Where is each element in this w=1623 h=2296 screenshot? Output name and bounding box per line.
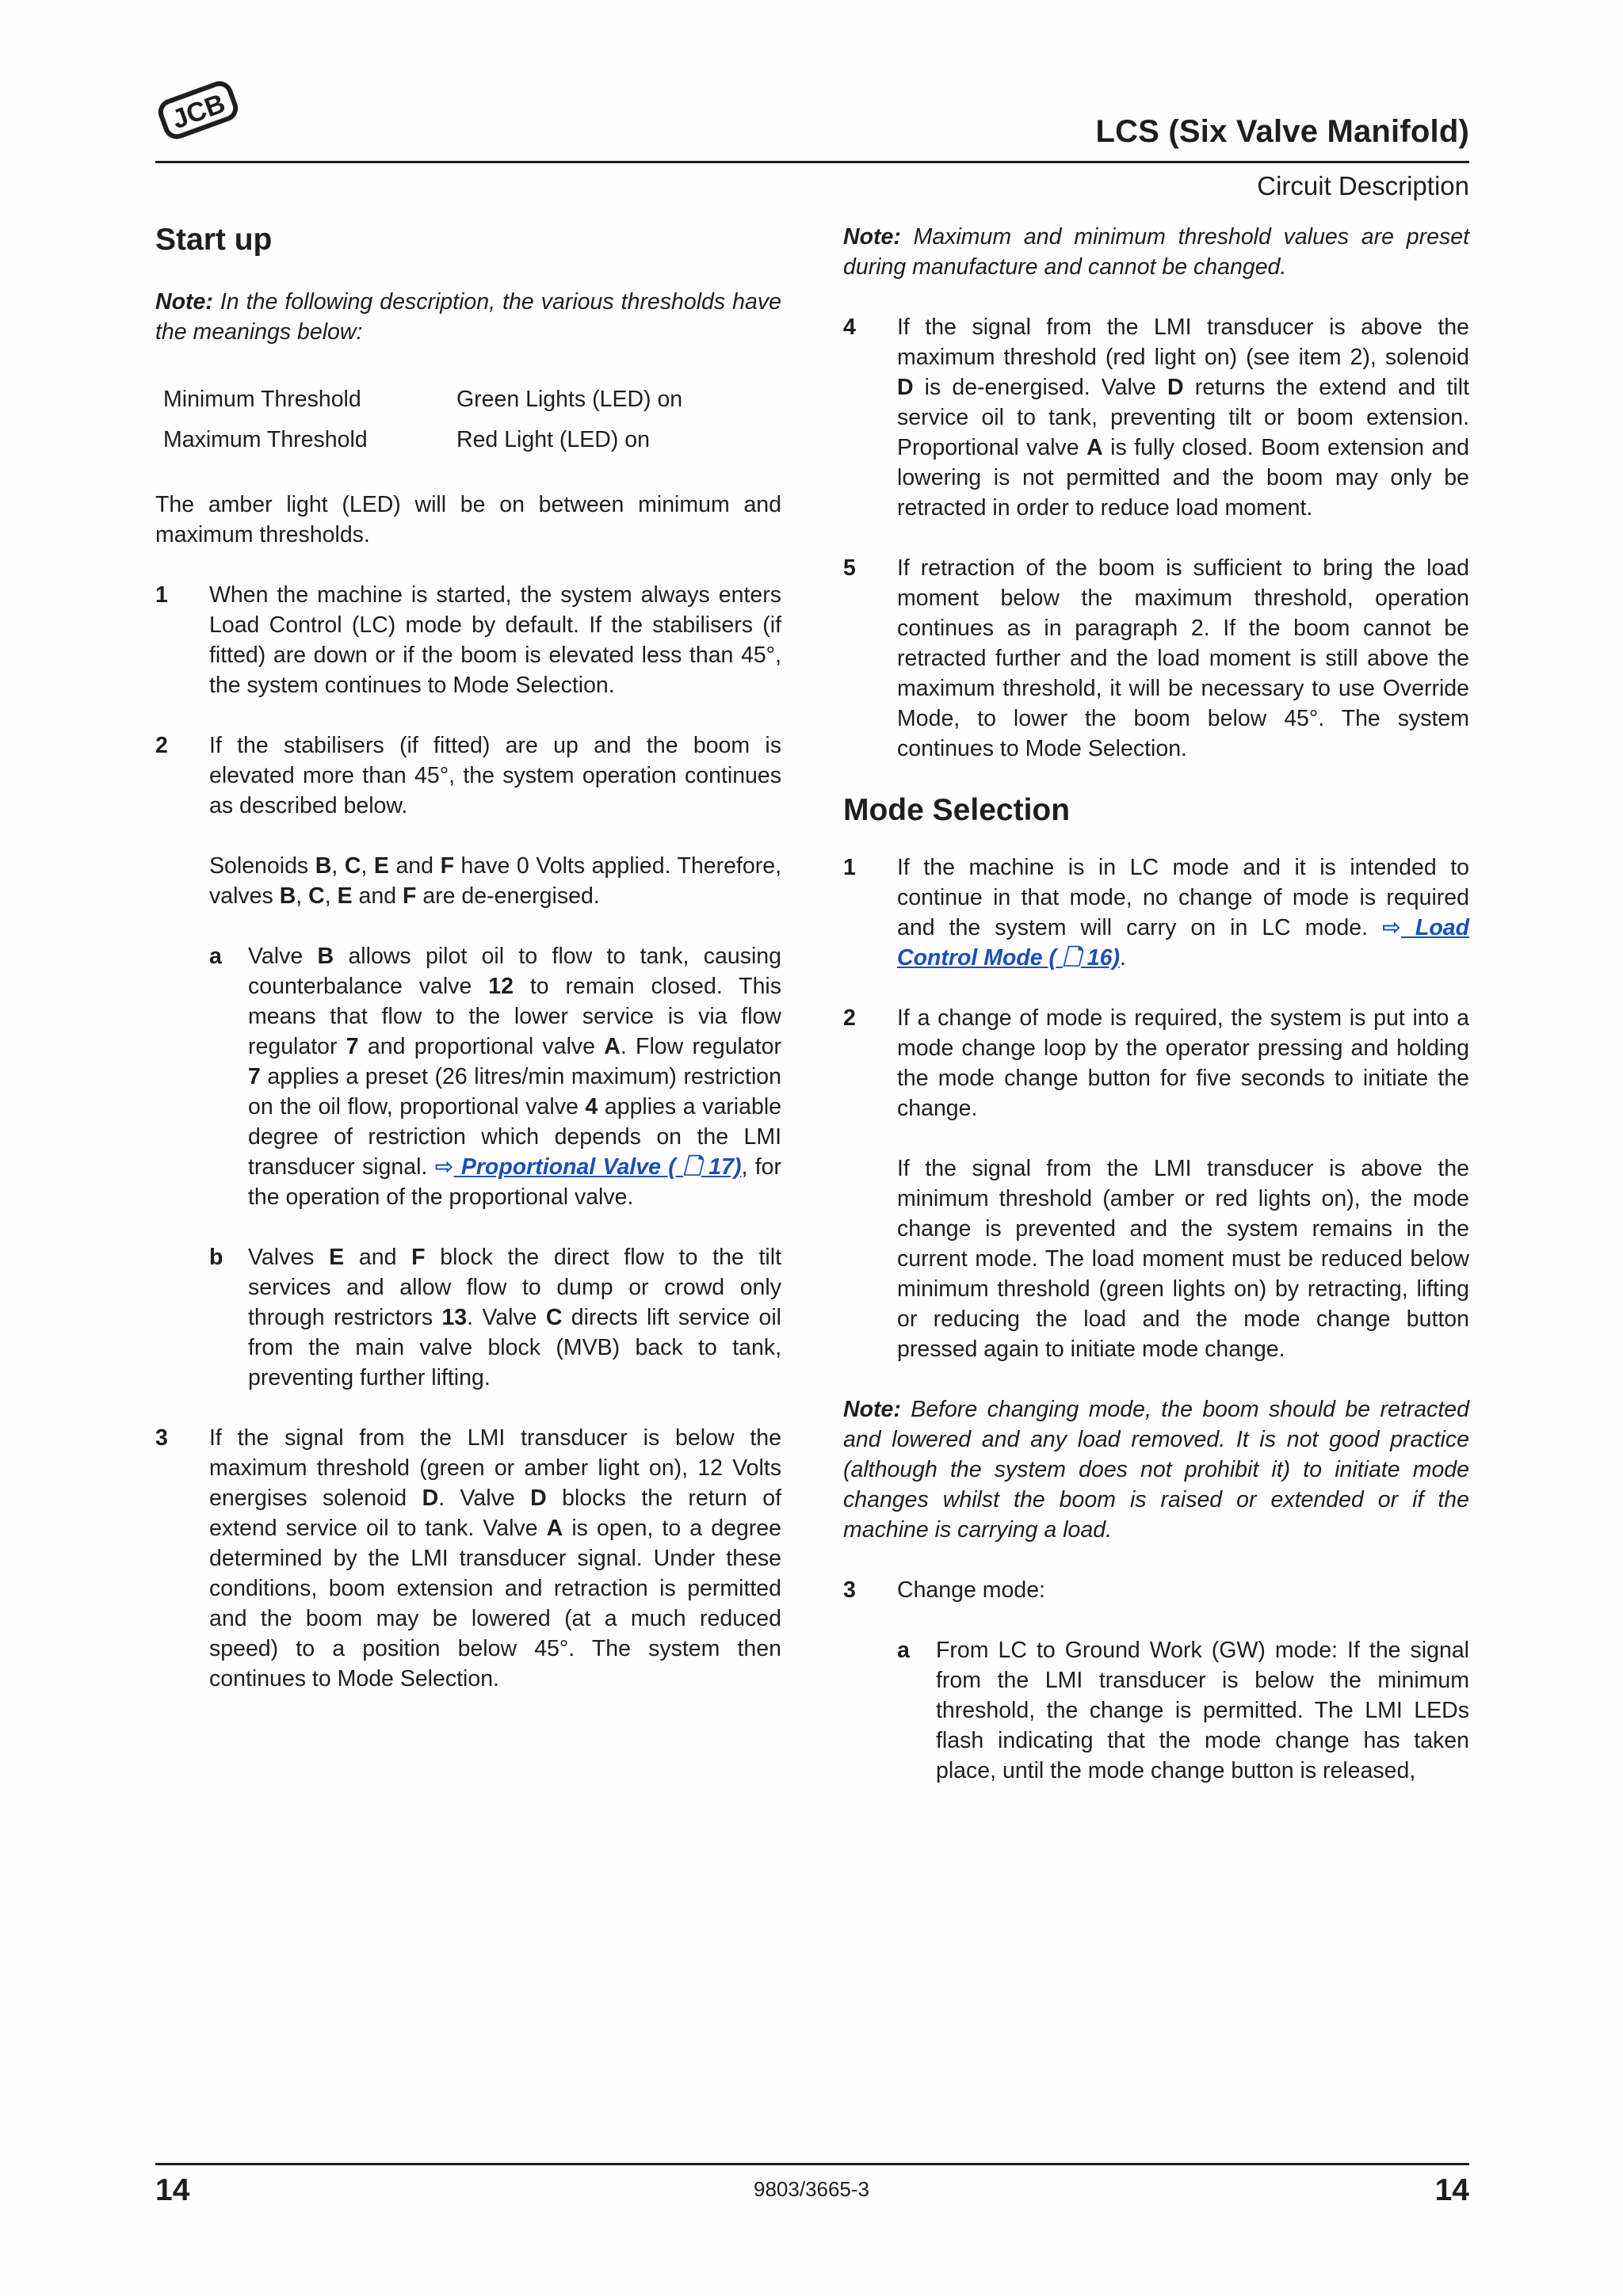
sub-item-a	[897, 1635, 1469, 1786]
item-text: If the signal from the LMI transducer is above the maximum threshold (red light on) (see item 2), solenoid D is de-energised. Valve D returns the extend and tilt service oil to tank, preventing tilt or boom extension. Proportional valve A is fully closed. Boom extension and lowering is not permitted and the boom may only be retracted in order to reduce load moment.	[897, 315, 1470, 521]
list-item	[843, 852, 1469, 973]
threshold-table	[163, 379, 682, 460]
item-number: 2	[155, 733, 168, 758]
arrow-right-icon: ⇨	[434, 1154, 454, 1180]
start-up-heading: Start up	[155, 223, 273, 257]
item-number: 2	[843, 1005, 856, 1031]
proportional-valve-link[interactable]: ⇨ Proportional Valve ( 🗋 17)	[435, 1154, 742, 1180]
list-item	[843, 1575, 1469, 1786]
list-item	[843, 1003, 1469, 1364]
arrow-right-icon: ⇨	[1382, 915, 1401, 940]
mode-change-note: Note: Before changing mode, the boom should be retracted and lowered and any load removed. It is not good practice (although the system does not prohibit it) to initiate mode changes whilst the boom is raised or extended or if the machine is carrying a load.	[843, 1397, 1469, 1543]
page-number-right: 14	[1434, 2173, 1469, 2207]
item-number: 5	[843, 555, 856, 581]
list-item	[843, 312, 1469, 523]
page-icon: 🗋	[683, 1154, 701, 1180]
item-body	[897, 1003, 1469, 1364]
item-number: 4	[843, 315, 856, 340]
header-rule	[155, 161, 1469, 163]
document-title: LCS (Six Valve Manifold)	[1095, 114, 1469, 149]
item-text: If the machine is in LC mode and it is intended to continue in that mode, no change of mode is required and the system will carry on in LC mode. ⇨ Load Control Mode ( 🗋 16).	[897, 852, 1469, 973]
sub-item-b	[209, 1242, 781, 1393]
note-label: Note:	[843, 1397, 901, 1422]
item-number: 3	[843, 1577, 856, 1603]
item-text: If a change of mode is required, the system is put into a mode change loop by the operator pressing and holding the mode change button for five seconds to initiate the change.	[897, 1005, 1469, 1121]
table-row	[163, 379, 682, 419]
footer-rule	[155, 2163, 1469, 2165]
right-column	[843, 222, 1469, 1786]
threshold-name: Maximum Threshold	[163, 426, 368, 452]
threshold-value: Green Lights (LED) on	[456, 386, 683, 412]
sub-item-a	[209, 941, 781, 1212]
threshold-value: Red Light (LED) on	[456, 426, 650, 452]
list-item	[155, 580, 781, 700]
page-icon: 🗋	[1062, 945, 1081, 971]
sub-item-letter: a	[897, 1638, 910, 1663]
note-label: Note:	[155, 289, 213, 315]
mode-selection-heading: Mode Selection	[843, 793, 1071, 827]
item-number: 1	[155, 582, 168, 608]
left-column	[155, 222, 781, 1694]
threshold-name: Minimum Threshold	[163, 386, 361, 412]
item-body	[209, 730, 781, 1393]
preset-note: Note: Maximum and minimum threshold values are preset during manufacture and cannot be changed.	[843, 224, 1469, 280]
page-number-left: 14	[155, 2173, 190, 2207]
list-item	[843, 553, 1469, 764]
item-text: If retraction of the boom is sufficient to bring the load moment below the maximum threshold, operation continues as in paragraph 2. If the boom cannot be retracted further and the load moment is still above the maximum threshold, it will be necessary to use Override Mode, to lower the boom below 45°. The system continues to Mode Selection.	[897, 555, 1469, 761]
item-text: If the signal from the LMI transducer is above the minimum threshold (amber or red lights on), the mode change is prevented and the system remains in the current mode. The load moment must be reduced below minimum threshold (green lights on) by retracting, lifting or reducing the load and the mode change button pressed again to initiate mode change.	[897, 1156, 1469, 1362]
list-item	[155, 1423, 781, 1694]
item-text: If the stabilisers (if fitted) are up and the boom is elevated more than 45°, the system operation continues as described below.	[209, 733, 781, 818]
sub-item-text: Valves E and F block the direct flow to the tilt services and allow flow to dump or crowd only through restrictors 13. Valve C directs lift service oil from the main valve block (MVB) back to tank, preventing further lifting.	[248, 1245, 781, 1390]
load-control-mode-link[interactable]: ⇨ Load Control Mode ( 🗋 16)	[897, 915, 1469, 971]
note-text: In the following description, the various thresholds have the meanings below:	[155, 289, 781, 345]
item-text: Change mode:	[897, 1577, 1045, 1603]
item-text: If the signal from the LMI transducer is below the maximum threshold (green or amber light on), 12 Volts energises solenoid D. Valve D blocks the return of extend service oil to tank. Valve A is open, to a degree determined by the LMI transducer signal. Under these conditions, boom extension and retraction is permitted and the boom may be lowered (at a much reduced speed) to a position below 45°. The system then continues to Mode Selection.	[209, 1425, 781, 1691]
logo-text: JCB	[168, 88, 230, 135]
sub-item-text: Valve B allows pilot oil to flow to tank, causing counterbalance valve 12 to remain closed. This means that flow to the lower service is via flow regulator 7 and proportional valve A. Flow regulator 7 applies a preset (26 litres/min maximum) restriction on the oil flow, proportional valve 4 applies a variable degree of restriction which depends on the LMI transducer signal. ⇨ Proportional Valve ( 🗋 17), for the operation of the proportional valve.	[248, 944, 782, 1210]
jcb-logo	[155, 74, 241, 146]
table-row	[163, 419, 682, 460]
sub-item-letter: b	[209, 1245, 223, 1270]
threshold-note	[155, 287, 781, 347]
document-subtitle: Circuit Description	[1257, 171, 1469, 200]
document-code: 9803/3665-3	[753, 2177, 870, 2201]
item-body	[897, 1575, 1469, 1786]
sub-item-letter: a	[209, 944, 222, 969]
sub-item-text: From LC to Ground Work (GW) mode: If the signal from the LMI transducer is below the minimum threshold, the change is permitted. The LMI LEDs flash indicating that the mode change has taken place, until the mode change button is released,	[936, 1638, 1469, 1783]
item-text: When the machine is started, the system always enters Load Control (LC) mode by default. If the stabilisers (if fitted) are down or if the boom is elevated less than 45°, the system continues to Mode Selection.	[209, 582, 781, 698]
list-item	[155, 730, 781, 1393]
solenoids-paragraph: Solenoids B, C, E and F have 0 Volts applied. Therefore, valves B, C, E and F are de-energised.	[209, 853, 782, 909]
item-number: 3	[155, 1425, 168, 1451]
amber-light-paragraph: The amber light (LED) will be on between minimum and maximum thresholds.	[155, 492, 781, 547]
item-number: 1	[843, 855, 856, 880]
note-label: Note:	[843, 224, 901, 250]
